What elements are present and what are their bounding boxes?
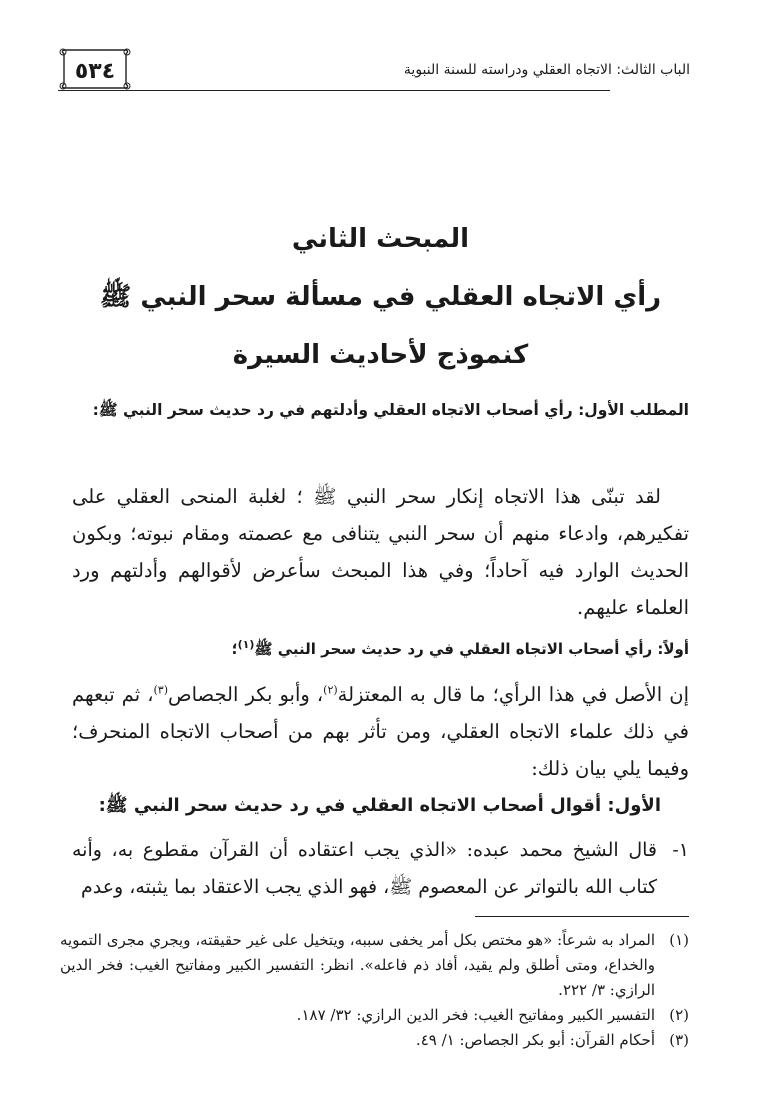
footnote-ref-2: (٢) — [323, 683, 338, 697]
footnote-text: التفسير الكبير ومفاتيح الغيب: فخر الدين الرازي: ٣٢/ ١٨٧. — [296, 1006, 655, 1024]
running-title: الباب الثالث: الاتجاه العقلي ودراسته للسنة النبوية — [403, 62, 690, 78]
page-number: ٥٣٤ — [74, 59, 116, 84]
paragraph-origin-part3: ، ثم تبعهم في ذلك علماء الاتجاه العقلي، ومن تأثر بهم من أصحاب الاتجاه المنحرف؛ وفيما يلي بيان ذلك: — [72, 683, 689, 780]
paragraph-origin-part1: إن الأصل في هذا الرأي؛ ما قال به المعتزلة — [337, 683, 689, 706]
footnote-text: المراد به شرعاً: «هو مختص بكل أمر يخفى سببه، ويتخيل على غير حقيقته، ويجري مجرى التمويه والخداع، ومتى أطلق ولم يقيد، أفاد ذم فاعله». انظر: التفسير الكبير ومفاتيح الغيب: فخر الدين الرازي: ٣/ ٢٢٢. — [60, 931, 655, 999]
paragraph-intro: لقد تبنّى هذا الاتجاه إنكار سحر النبي ﷺ ؛ لغلبة المنحى العقلي على تفكيرهم، وادعاء منهم أن سحر النبي يتنافى مع عصمته ومقام نبوته؛ وبكون الحديث الوارد فيه آحاداً؛ وفي هذا المبحث سأعرض لأقوالهم وأدلتهم ورد العلماء عليهم. — [72, 485, 689, 619]
section-heading: المطلب الأول: رأي أصحاب الاتجاه العقلي وأدلتهم في رد حديث سحر النبي ﷺ: — [92, 401, 689, 419]
list-marker: ١- — [672, 839, 689, 861]
footnote — [60, 928, 689, 1003]
subheading-text: أولاً: رأي أصحاب الاتجاه العقلي في رد حديث سحر النبي ﷺ — [254, 640, 689, 658]
footnote-number: (٢) — [669, 1006, 689, 1024]
page-number-frame — [58, 48, 132, 90]
list-item — [72, 832, 689, 906]
running-header — [58, 40, 690, 98]
footnote-ref-3: (٣) — [153, 683, 169, 697]
footnote-number: (١) — [669, 931, 689, 949]
footnotes — [60, 928, 689, 1053]
footnote-text: أحكام القرآن: أبو بكر الجصاص: ١/ ٤٩. — [415, 1031, 655, 1049]
list-item-text: قال الشيخ محمد عبده: «الذي يجب اعتقاده أن القرآن مقطوع به، وأنه كتاب الله بالتواتر عن المعصوم ﷺ، فهو الذي يجب الاعتقاد بما يثبته، وعدم — [72, 839, 657, 898]
chapter-title-2: رأي الاتجاه العقلي في مسألة سحر النبي ﷺ — [99, 282, 662, 312]
subheading-end: ؛ — [231, 640, 238, 658]
chapter-title-3: كنموذج لأحاديث السيرة — [232, 340, 529, 370]
subheading-first — [69, 640, 689, 662]
chapter-title-1: المبحث الثاني — [291, 224, 470, 254]
header-rule — [58, 90, 610, 91]
footnote — [60, 1028, 689, 1053]
footnote-number: (٣) — [669, 1031, 689, 1049]
paragraph-origin-part2: ، وأبو بكر الجصاص — [168, 683, 324, 706]
point-heading: الأول: أقوال أصحاب الاتجاه العقلي في رد حديث سحر النبي ﷺ: — [98, 795, 661, 816]
footnote-separator — [475, 916, 689, 917]
chapter-titles — [60, 210, 701, 384]
paragraph-origin — [72, 676, 689, 787]
footnote — [60, 1003, 689, 1028]
footnote-ref-1: (١) — [237, 638, 255, 651]
